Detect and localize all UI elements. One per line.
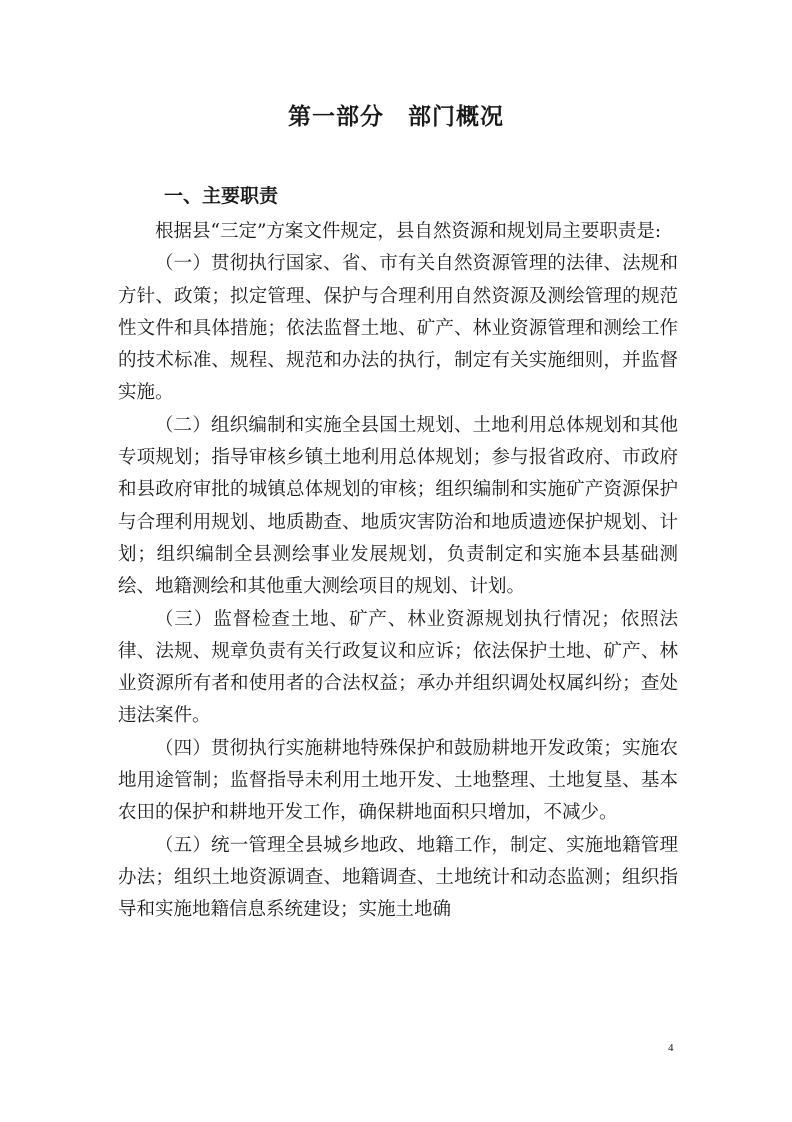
page-title: 第一部分 部门概况 (288, 104, 504, 130)
paragraph-item-4: （四）贯彻执行实施耕地特殊保护和鼓励耕地开发政策；实施农地用途管制；监督指导未利用土地开发、土地整理、土地复垦、基本农田的保护和耕地开发工作，确保耕地面积只增加，不减少。 (118, 737, 678, 824)
body-text (118, 216, 678, 927)
section-heading: 一、主要职责 (164, 185, 279, 207)
paragraph-item-1: （一）贯彻执行国家、省、市有关自然资源管理的法律、法规和方针、政策；拟定管理、保护与合理利用自然资源及测绘管理的规范性文件和具体措施；依法监督土地、矿产、林业资源管理和测绘工作的技术标准、规程、规范和办法的执行，制定有关实施细则，并监督实施。 (118, 253, 678, 404)
page-number: 4 (668, 1042, 674, 1054)
paragraph-item-5: （五）统一管理全县城乡地政、地籍工作，制定、实施地籍管理办法；组织土地资源调查、地籍调查、土地统计和动态监测；组织指导和实施地籍信息系统建设；实施土地确 (118, 834, 678, 921)
paragraph-item-2: （二）组织编制和实施全县国土规划、土地利用总体规划和其他专项规划；指导审核乡镇土地利用总体规划；参与报省政府、市政府和县政府审批的城镇总体规划的审核；组织编制和实施矿产资源保护与合理利用规划、地质勘查、地质灾害防治和地质遗迹保护规划、计划；组织编制全县测绘事业发展规划，负责制定和实施本县基础测绘、地籍测绘和其他重大测绘项目的规划、计划。 (118, 414, 678, 598)
paragraph-item-3: （三）监督检查土地、矿产、林业资源规划执行情况；依照法律、法规、规章负责有关行政复议和应诉；依法保护土地、矿产、林业资源所有者和使用者的合法权益；承办并组织调处权属纠纷；查处违法案件。 (118, 608, 678, 727)
paragraph-intro: 根据县“三定”方案文件规定，县自然资源和规划局主要职责是: (155, 221, 662, 242)
